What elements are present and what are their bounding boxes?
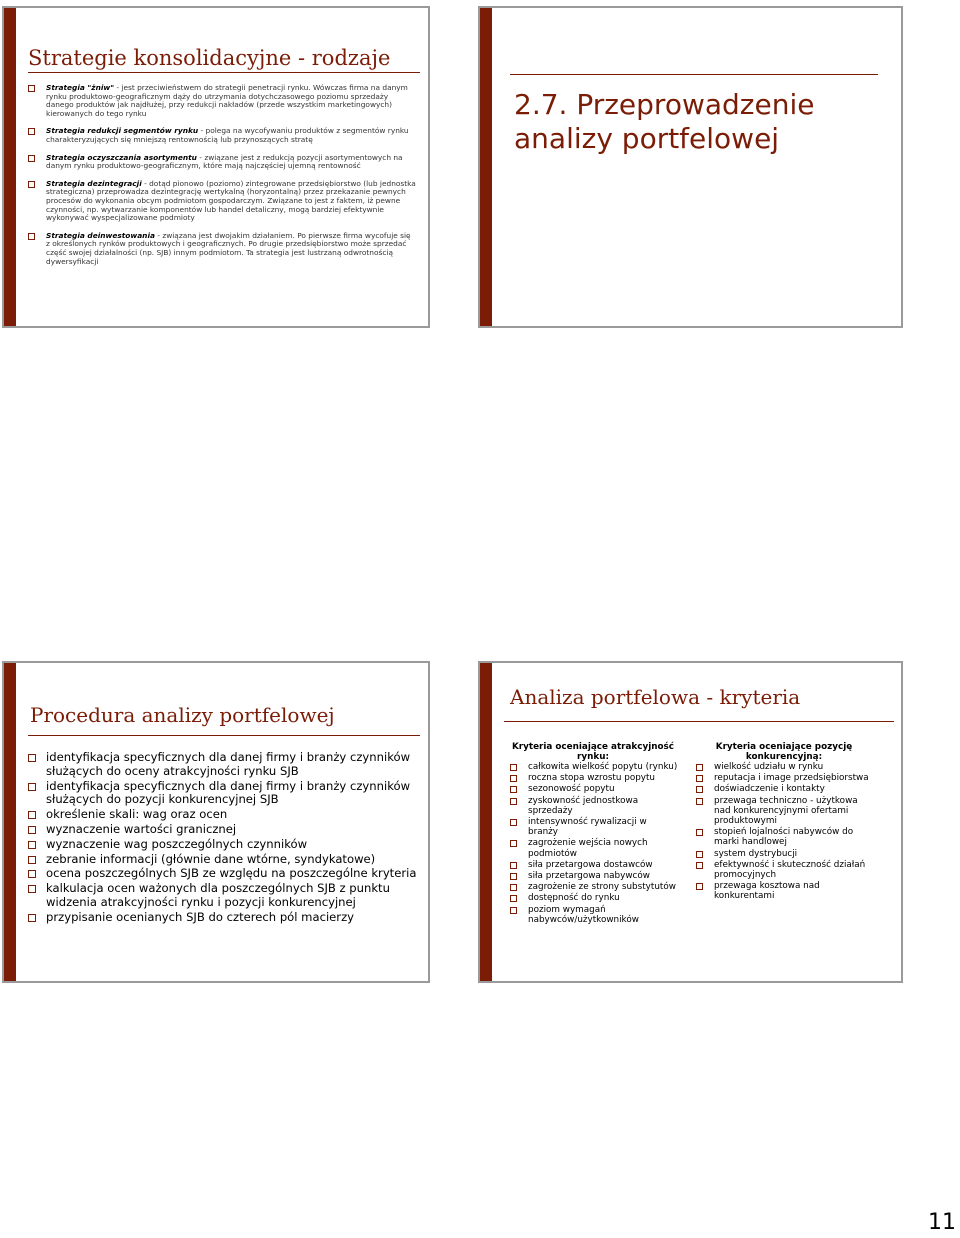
list-item-text: efektywność i skuteczność działań promocyjnych <box>714 859 866 881</box>
list-item <box>26 127 416 144</box>
list-item <box>694 796 874 827</box>
title-underline <box>504 721 894 722</box>
list-item <box>694 762 874 772</box>
slide-accent-bar <box>480 663 492 981</box>
square-bullet-icon <box>28 856 36 864</box>
square-bullet-icon <box>510 907 517 914</box>
strategy-description: - dotąd pionowo (poziomo) zintegrowane przedsiębiorstwo (lub jednostka strategiczna) przeprowadza dezintegrację wertykalną (horyzontalną) przez przekazanie pewnych procesów do wykonania obcym podmiotom gospodarczym. Związane to jest z faktem, iż pewne czynności, np. wytwarzanie komponentów lub handel detaliczny, mogą bardziej efektywnie wykonywać wyspecjalizowane podmioty <box>46 178 416 223</box>
list-item-text: wielkość udziału w rynku <box>714 762 824 772</box>
list-item <box>694 881 874 901</box>
list-item-text: wyznaczenie wag poszczególnych czynników <box>46 836 308 851</box>
list-item <box>508 784 678 794</box>
list-item <box>508 773 678 783</box>
section-title: 2.7. Przeprowadzenie analizy portfelowej <box>514 88 815 155</box>
list-item-text: przewaga kosztowa nad konkurentami <box>714 881 820 902</box>
list-item <box>26 232 416 266</box>
square-bullet-icon <box>510 764 517 771</box>
list-item-text: siła przetargowa dostawców <box>528 859 653 870</box>
slide-accent-bar <box>480 8 492 326</box>
list-item-text: zyskowność jednostkowa sprzedaży <box>528 795 639 816</box>
square-bullet-icon <box>510 840 517 847</box>
list-item-text: siła przetargowa nabywców <box>528 871 650 882</box>
square-bullet-icon <box>510 884 517 891</box>
list-item-text: zagrożenie ze strony substytutów <box>528 882 676 893</box>
square-bullet-icon <box>28 128 35 135</box>
list-item <box>508 893 678 903</box>
square-bullet-icon <box>28 870 36 878</box>
list-item <box>508 817 678 837</box>
bullet-list <box>26 751 421 926</box>
square-bullet-icon <box>696 786 703 793</box>
square-bullet-icon <box>696 798 703 805</box>
list-item <box>508 905 678 925</box>
square-bullet-icon <box>510 798 517 805</box>
square-bullet-icon <box>696 775 703 782</box>
slide-title: Analiza portfelowa - kryteria <box>510 685 801 709</box>
bullet-list <box>26 84 416 275</box>
list-item-text: określenie skali: wag oraz ocen <box>46 807 228 822</box>
slide-procedura-analizy <box>2 661 430 983</box>
list-item <box>26 780 421 808</box>
list-item <box>26 882 421 910</box>
list-item <box>508 860 678 870</box>
list-item-text: całkowita wielkość popytu (rynku) <box>528 762 678 772</box>
square-bullet-icon <box>510 873 517 880</box>
square-bullet-icon <box>28 181 35 188</box>
title-underline <box>28 735 420 736</box>
title-underline <box>28 72 420 73</box>
square-bullet-icon <box>510 895 517 902</box>
square-bullet-icon <box>696 764 703 771</box>
strategy-name: Strategia "żniw" <box>46 83 115 92</box>
strategy-name: Strategia deinwestowania <box>46 230 155 240</box>
slide-strategie-konsolidacyjne <box>2 6 430 328</box>
list-item <box>508 838 678 858</box>
list-item <box>694 784 874 794</box>
list-item <box>26 180 416 223</box>
list-item <box>694 773 874 783</box>
list-item-text: sezonowość popytu <box>528 784 615 795</box>
slide-title: Procedura analizy portfelowej <box>30 703 335 727</box>
slide-accent-bar <box>4 8 16 326</box>
square-bullet-icon <box>28 233 35 240</box>
strategy-description: - polega na wycofywaniu produktów z segmentów rynku charakteryzujących się mniejszą rentownością lub przynoszących stratę <box>46 126 409 144</box>
strategy-description: - związana jest dwojakim działaniem. Po pierwsze firma wycofuje się z określonych rynków produktowych i geograficznych. Po drugie przedsiębiorstwo może sprzedać część swojej działalności (np. SJB) innym podmiotom. Ta strategia jest lustrzaną odwrotnością dywersyfikacji <box>46 230 411 266</box>
strategy-description: - jest przeciwieństwem do strategii penetracji rynku. Wówczas firma na danym rynku produktowo-geograficznym dąży do utrzymania dotychczasowego poziomu sprzedaży danego produktów jak najdłużej, przy redukcji nakładów (przede wszystkim marketingowych) kierowanych do tego rynku <box>46 83 408 118</box>
list-item <box>26 911 421 925</box>
right-column-heading: Kryteria oceniające pozycję konkurencyjną: <box>715 742 853 762</box>
list-item-text: doświadczenie i kontakty <box>714 784 825 795</box>
page-number: 11 <box>928 1210 956 1235</box>
strategy-description: - związane jest z redukcją pozycji asortymentowych na danym rynku produktowo-geograficznym, które mają najczęściej ujemną rentowność <box>46 152 403 171</box>
square-bullet-icon <box>28 155 35 162</box>
strategy-name: Strategia redukcji segmentów rynku <box>46 126 199 136</box>
list-item-text: dostępność do rynku <box>528 893 620 904</box>
list-item-text: przypisanie ocenianych SJB do czterech pól macierzy <box>46 909 355 924</box>
list-item <box>694 860 874 880</box>
square-bullet-icon <box>696 862 703 869</box>
list-item-text: zagrożenie wejścia nowych podmiotów <box>528 838 648 859</box>
list-item-text: system dystrybucji <box>714 848 798 859</box>
square-bullet-icon <box>28 826 36 834</box>
list-item <box>694 849 874 859</box>
square-bullet-icon <box>28 914 36 922</box>
square-bullet-icon <box>510 786 517 793</box>
list-item <box>26 84 416 118</box>
list-item <box>508 762 678 772</box>
list-item <box>26 808 421 822</box>
list-item-text: reputacja i image przedsiębiorstwa <box>714 773 869 784</box>
market-attractiveness-list <box>508 762 678 926</box>
list-item-text: ocena poszczególnych SJB ze względu na poszczególne kryteria <box>46 866 417 881</box>
list-item <box>26 751 421 779</box>
list-item <box>508 796 678 816</box>
left-column-heading: Kryteria oceniające atrakcyjność rynku: <box>511 742 675 762</box>
list-item-text: poziom wymagań nabywców/użytkowników <box>528 904 639 925</box>
square-bullet-icon <box>28 754 36 762</box>
square-bullet-icon <box>28 85 35 92</box>
list-item <box>694 827 874 847</box>
list-item-text: identyfikacja specyficznych dla danej firmy i branży czynników służących do pozycji konkurencyjnej SJB <box>46 778 411 807</box>
list-item-text: identyfikacja specyficznych dla danej firmy i branży czynników służących do oceny atrakcyjności rynku SJB <box>46 750 411 778</box>
square-bullet-icon <box>28 811 36 819</box>
list-item <box>26 154 416 171</box>
square-bullet-icon <box>696 883 703 890</box>
square-bullet-icon <box>696 851 703 858</box>
list-item-text: zebranie informacji (głównie dane wtórne, syndykatowe) <box>46 851 376 866</box>
square-bullet-icon <box>510 862 517 869</box>
slide-accent-bar <box>4 663 16 981</box>
list-item-text: stopień lojalności nabywców do marki handlowej <box>714 827 854 848</box>
slide-title: Strategie konsolidacyjne - rodzaje <box>28 46 391 70</box>
list-item <box>26 867 421 881</box>
list-item <box>26 838 421 852</box>
square-bullet-icon <box>28 885 36 893</box>
square-bullet-icon <box>510 819 517 826</box>
list-item-text: intensywność rywalizacji w branży <box>528 817 647 838</box>
list-item-text: wyznaczenie wartości granicznej <box>46 821 237 836</box>
square-bullet-icon <box>28 841 36 849</box>
slide-analiza-portfelowa-section <box>478 6 903 328</box>
strategy-name: Strategia dezintegracji <box>46 178 142 188</box>
title-overline <box>510 74 878 75</box>
list-item <box>26 823 421 837</box>
square-bullet-icon <box>696 829 703 836</box>
strategy-name: Strategia oczyszczania asortymentu <box>46 152 197 162</box>
list-item <box>508 882 678 892</box>
square-bullet-icon <box>28 783 36 791</box>
competitive-position-list <box>694 762 874 903</box>
list-item <box>26 853 421 867</box>
slide-analiza-kryteria <box>478 661 903 983</box>
list-item-text: kalkulacja ocen ważonych dla poszczególnych SJB z punktu widzenia atrakcyjności rynku i pozycji konkurencyjnej <box>46 881 390 909</box>
list-item <box>508 871 678 881</box>
list-item-text: roczna stopa wzrostu popytu <box>528 773 656 784</box>
square-bullet-icon <box>510 775 517 782</box>
list-item-text: przewaga techniczno - użytkowa nad konkurencyjnymi ofertami produktowymi <box>714 795 858 827</box>
